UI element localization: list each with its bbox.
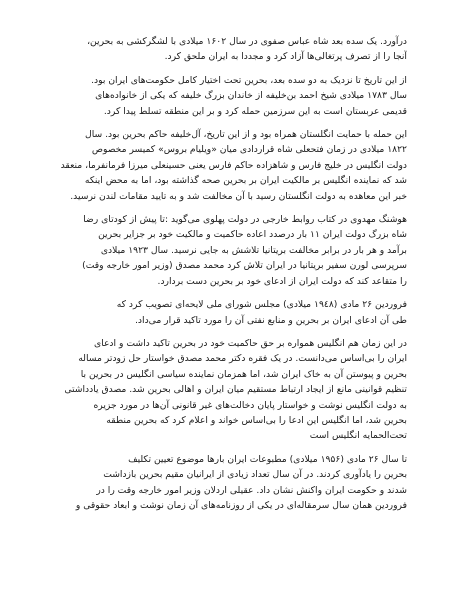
paragraph [53,452,407,514]
paragraph-line: طی آن ادعای ایران بر بحرین و منابع نفتی آن را مورد تاکید قرار می‌داد. [135,314,407,326]
paragraph [53,73,407,119]
document-body [53,34,407,513]
paragraph-line: شدند و حکومت ایران واکنش نشان داد. عقیلی اردلان وزیر امور خارجه وقت را در [96,484,407,496]
paragraph-line: خبر این معاهده به دولت انگلستان رسید با آن مخالفت شد و به تایید مقامات لندن نرسید. [70,190,407,202]
paragraph-line: بحرین را یادآوری کردند. در آن سال تعداد زیادی از ایرانیان مقیم بحرین بازداشت [103,469,407,481]
paragraph-line: تحت‌الحمایه انگلیس است [309,430,407,442]
paragraph-line: شاه بزرگ دولت ایران ۱۱ بار درصدد اعاده حاکمیت و مالکیت خود بر جزایر بحرین [98,229,407,241]
paragraph-line: برآمد و هر بار در برابر مخالفت بریتانیا تلاشش به جایی نرسید. سال ۱۹۲۳ میلادی [100,244,407,256]
paragraph-line: درآورد. یک سده بعد شاه عباس صفوی در سال ۱۶۰۲ میلادی با لشگرکشی به بحرین، [87,36,407,47]
paragraph [53,127,407,204]
paragraph-line: از این تاریخ تا نزدیک به دو سده بعد، بحرین تحت اختیار کامل حکومت‌های ایران بود. [91,74,407,86]
paragraph-line: ایران را بی‌اساس می‌دانست. در یک فقره دکتر محمد مصدق خواستار حل زودتر مساله [78,353,407,365]
paragraph-line: بحرین و پیوستن آن به خاک ایران شد، اما همزمان نماینده سیاسی انگلیس در بحرین با [80,368,407,380]
paragraph-line: تنظیم قوانینی مانع از ایجاد ارتباط مستقیم میان ایران و اهالی بحرین شد. مصدق یادداشتی [64,384,407,396]
paragraph-line: این حمله با حمایت انگلستان همراه بود و از این تاریخ، آل‌خلیفه حاکم بحرین بود. سال [85,129,407,141]
paragraph-line: قدیمی عربستان است به این سرزمین حمله کرد و بر این منطقه تسلط پیدا کرد. [103,105,407,117]
paragraph-line: آنجا را از تصرف پرتغالی‌ها آزاد کرد و مجددا به ایران ملحق کرد. [164,51,407,63]
paragraph-line: تا سال ۲۶ مادی (۱۹۵۶ میلادی) مطبوعات ایران بارها موضوع تعیین تکلیف [128,453,407,465]
paragraph-line: هوشنگ مهدوی در کتاب روابط خارجی در دولت پهلوی می‌گوید :تا پیش از کودتای رضا [83,214,407,226]
paragraph [53,336,407,444]
paragraph-line: بحرین شد، اما انگلیس این ادعا را بی‌اساس خواند و اعلام کرد که بحرین منطقه [106,414,407,426]
paragraph-line: دولت انگلیس در خلیج فارس و شاهزاده حاکم فارس یعنی حسینعلی میرزا فرمانفرما، منعقد [60,159,407,171]
paragraph [53,34,407,65]
paragraph-line: فروردین ۲۶ مادی (۱۹٤۸ میلادی) مجلس شورای ملی لایحه‌ای تصویب کرد که [116,299,407,311]
paragraph [53,212,407,289]
paragraph-line: فروردین همان سال سرمقاله‌ای در یکی از روزنامه‌های آن زمان نوشت و ابعاد حقوقی و [75,499,407,511]
paragraph-line: را متقاعد کند که دولت ایران از ادعای خود بر بحرین دست بردارد. [157,275,407,287]
paragraph-line: در این زمان هم انگلیس همواره بر حق حاکمیت خود در بحرین تاکید داشت و ادعای [93,337,407,349]
paragraph-line: ۱۸۲۲ میلادی در زمان فتحعلی شاه قراردادی میان «ویلیام بروس» کمیسر مخصوص [91,144,407,156]
paragraph-line: سال ۱۷۸۳ میلادی شیخ احمد بن‌خلیفه از خاندان بزرگ خلیفه که یکی از خانواده‌های [95,90,407,102]
paragraph-line: به دولت انگلیس نوشت و خواستار پایان دخالت‌های غیر قانونی آن‌ها در مورد جزیره [93,399,407,411]
paragraph-line: سرپرسی لورن سفیر بریتانیا در ایران تلاش کرد محمد مصدق (وزیر امور خارجه وقت) [82,260,407,272]
paragraph [53,297,407,328]
paragraph-line: شد که نماینده انگلیس بر مالکیت ایران بر بحرین صحه گذاشته بود، اما به محض اینکه [84,175,407,187]
